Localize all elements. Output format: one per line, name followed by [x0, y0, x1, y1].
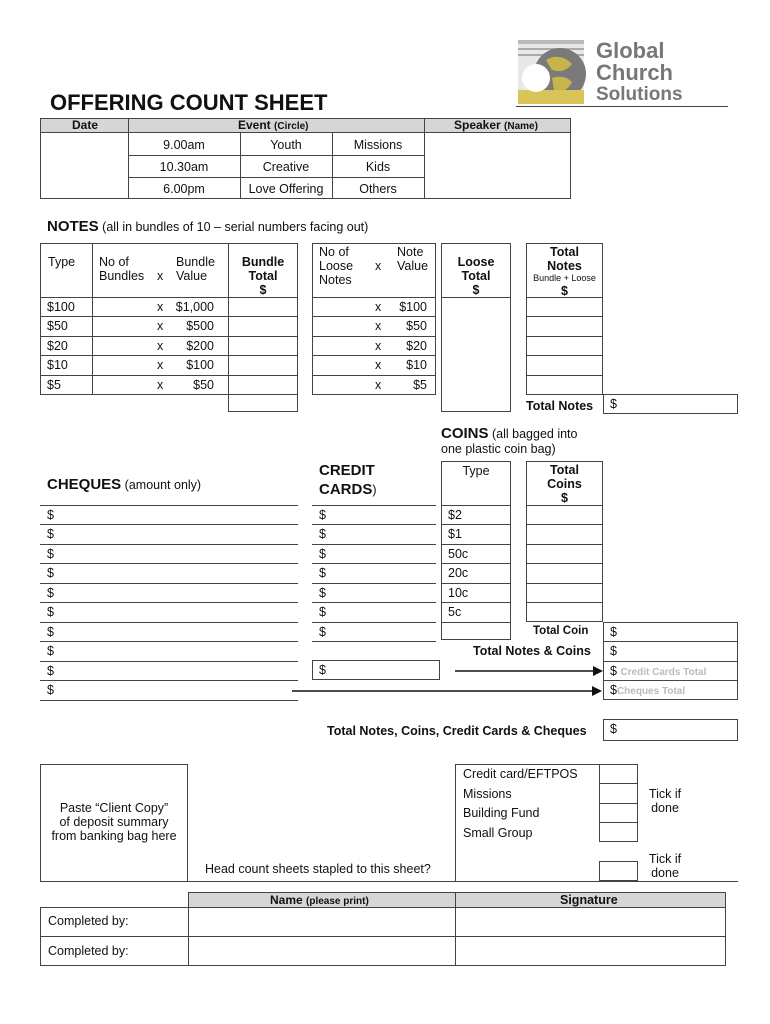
name-field-2[interactable]: [190, 938, 453, 964]
signoff-header: [188, 892, 726, 908]
loose-x: x: [375, 378, 382, 392]
cheque-row[interactable]: $: [47, 625, 54, 639]
note-x: x: [157, 358, 164, 372]
globe-logo-icon: [516, 38, 592, 108]
bundle-value: $50: [193, 378, 214, 392]
credit-total-box-dollar: $: [319, 663, 326, 677]
event-others: Others: [359, 182, 397, 196]
deposit-line-2: of deposit summary: [59, 815, 169, 829]
coin-type: $2: [448, 508, 462, 522]
note-col-value: Value: [397, 259, 429, 273]
coins-total-h1: Total: [550, 463, 579, 477]
cheque-row[interactable]: $: [47, 644, 54, 658]
credit-row[interactable]: $: [319, 566, 326, 580]
total-coin-dollar: $: [610, 625, 617, 639]
arrow-cheques-icon: [292, 685, 602, 697]
tick-label-2b: done: [651, 866, 679, 880]
notes-col-bundles: Bundles: [99, 269, 145, 283]
loose-col-x: x: [375, 259, 382, 273]
note-x: x: [157, 300, 164, 314]
credit-row[interactable]: $: [319, 625, 326, 639]
note-value: $10: [406, 358, 427, 372]
note-value: $50: [406, 319, 427, 333]
coin-type: 5c: [448, 605, 462, 619]
credit-cards-total[interactable]: $ Credit Cards Total: [610, 664, 707, 678]
notes-col-bundle-total-3: $: [259, 283, 267, 297]
deposit-line-1: Paste “Client Copy”: [59, 801, 169, 815]
notes-col-value: Value: [176, 269, 208, 283]
credit-heading-1: CREDIT: [319, 462, 375, 479]
cheque-row[interactable]: $: [47, 586, 54, 600]
credit-row[interactable]: $: [319, 527, 326, 541]
notes-col-x: x: [157, 269, 164, 283]
loose-x: x: [375, 339, 382, 353]
coins-total-h2: Coins: [547, 477, 582, 491]
time-2: 6.00pm: [163, 182, 205, 196]
notes-col-type: Type: [48, 255, 76, 269]
coins-col-type: Type: [462, 464, 490, 478]
logo-text: [596, 40, 683, 106]
deposit-item-building: Building Fund: [463, 806, 540, 820]
cheque-row[interactable]: $: [47, 683, 54, 697]
total-coin-label: Total Coin: [533, 625, 589, 637]
credit-row[interactable]: $: [319, 586, 326, 600]
note-type-50: $50: [47, 319, 68, 333]
note-x: x: [157, 339, 164, 353]
cheques-heading: CHEQUES (amount only): [47, 476, 202, 493]
notes-col-bundle: Bundle: [176, 255, 215, 269]
event-creative: Creative: [262, 160, 310, 174]
signature-field-2[interactable]: [457, 938, 724, 964]
total-notes-h4: $: [561, 284, 568, 298]
notes-col-bundle-total-2: Total: [248, 269, 278, 283]
total-notes-coins-label: Total Notes & Coins: [473, 644, 591, 658]
note-x: x: [157, 319, 164, 333]
loose-total-3: $: [472, 283, 480, 297]
credit-row[interactable]: $: [319, 547, 326, 561]
total-notes-label: Total Notes: [526, 399, 594, 413]
credit-row[interactable]: $: [319, 605, 326, 619]
cheque-row[interactable]: $: [47, 605, 54, 619]
deposit-line-3: from banking bag here: [51, 829, 177, 843]
tick-label-1b: done: [651, 801, 679, 815]
note-x: x: [157, 378, 164, 392]
signature-field-1[interactable]: [457, 909, 724, 935]
loose-col-1: No of: [319, 245, 349, 259]
total-notes-dollar: $: [610, 397, 617, 411]
cheque-row[interactable]: $: [47, 527, 54, 541]
name-field-1[interactable]: [190, 909, 453, 935]
coin-type: 20c: [448, 566, 469, 580]
deposit-item-small-group: Small Group: [463, 826, 533, 840]
note-col-note: Note: [397, 245, 424, 259]
bundle-value: $500: [186, 319, 214, 333]
bundle-value: $100: [186, 358, 214, 372]
cheques-total[interactable]: $Cheques Total: [610, 683, 686, 697]
coins-total-h3: $: [561, 491, 568, 505]
tick-label-1a: Tick if: [648, 787, 682, 801]
cheque-row[interactable]: $: [47, 508, 54, 522]
loose-col-3: Notes: [319, 273, 352, 287]
notes-col-bundle-total-1: Bundle: [241, 255, 285, 269]
total-notes-h2: Notes: [547, 259, 582, 273]
deposit-item-credit: Credit card/EFTPOS: [463, 767, 578, 781]
total-notes-coins-dollar[interactable]: $: [610, 644, 617, 658]
headcount-question: Head count sheets stapled to this sheet?: [205, 862, 431, 876]
loose-col-2: Loose: [319, 259, 354, 273]
bundle-value: $1,000: [175, 300, 214, 314]
loose-x: x: [375, 358, 382, 372]
coin-type: 10c: [448, 586, 469, 600]
credit-total-box[interactable]: [312, 660, 440, 680]
note-type-10: $10: [47, 358, 68, 372]
tick-label-2a: Tick if: [648, 852, 682, 866]
cheque-row[interactable]: $: [47, 664, 54, 678]
coin-type: $1: [448, 527, 462, 541]
grand-total-dollar: $: [610, 722, 617, 736]
notes-col-no-of: No of: [99, 255, 129, 269]
event-missions: Missions: [353, 138, 403, 152]
speaker-header: Speaker (Name): [454, 118, 538, 132]
loose-x: x: [375, 300, 382, 314]
logo-line1: Global: [596, 38, 665, 63]
coins-heading: COINS (all bagged into: [441, 425, 578, 442]
date-header: Date: [72, 118, 99, 132]
total-notes-h3: Bundle + Loose: [533, 273, 596, 283]
name-header: Name (please print): [270, 893, 369, 907]
credit-heading-2: CARDS): [319, 481, 377, 498]
time-1: 10.30am: [159, 160, 209, 174]
note-value: $5: [413, 378, 427, 392]
event-love-offering: Love Offering: [248, 182, 324, 196]
cheque-row[interactable]: $: [47, 547, 54, 561]
event-youth: Youth: [270, 138, 302, 152]
loose-x: x: [375, 319, 382, 333]
coin-type: 50c: [448, 547, 469, 561]
credit-row[interactable]: $: [319, 508, 326, 522]
time-0: 9.00am: [163, 138, 205, 152]
note-type-100: $100: [47, 300, 75, 314]
notes-heading: NOTES (all in bundles of 10 – serial numbers facing out): [47, 218, 369, 235]
tick-box-headcount[interactable]: [599, 861, 638, 881]
event-kids: Kids: [365, 160, 391, 174]
note-value: $100: [399, 300, 427, 314]
signature-header: Signature: [560, 893, 618, 907]
note-value: $20: [406, 339, 427, 353]
logo-line3: Solutions: [596, 84, 683, 105]
loose-total-1: Loose: [457, 255, 495, 269]
arrow-credit-icon: [455, 665, 603, 677]
note-type-20: $20: [47, 339, 68, 353]
total-coin-field[interactable]: [603, 622, 738, 642]
completed-by-2: Completed by:: [48, 944, 129, 958]
loose-total-2: Total: [461, 269, 491, 283]
deposit-item-missions: Missions: [463, 787, 512, 801]
logo: [516, 38, 728, 110]
coins-subheading: one plastic coin bag): [441, 442, 556, 456]
page-title: OFFERING COUNT SHEET: [50, 90, 328, 115]
note-type-5: $5: [47, 378, 61, 392]
bundle-value: $200: [186, 339, 214, 353]
total-notes-h1: Total: [550, 245, 579, 259]
event-header: Event (Circle): [238, 118, 309, 132]
total-notes-field[interactable]: [603, 394, 738, 414]
completed-by-1: Completed by:: [48, 914, 129, 928]
logo-line2: Church: [596, 60, 673, 85]
grand-total-label: Total Notes, Coins, Credit Cards & Cheques: [327, 724, 587, 738]
cheque-row[interactable]: $: [47, 566, 54, 580]
grand-total-field[interactable]: [603, 719, 738, 741]
